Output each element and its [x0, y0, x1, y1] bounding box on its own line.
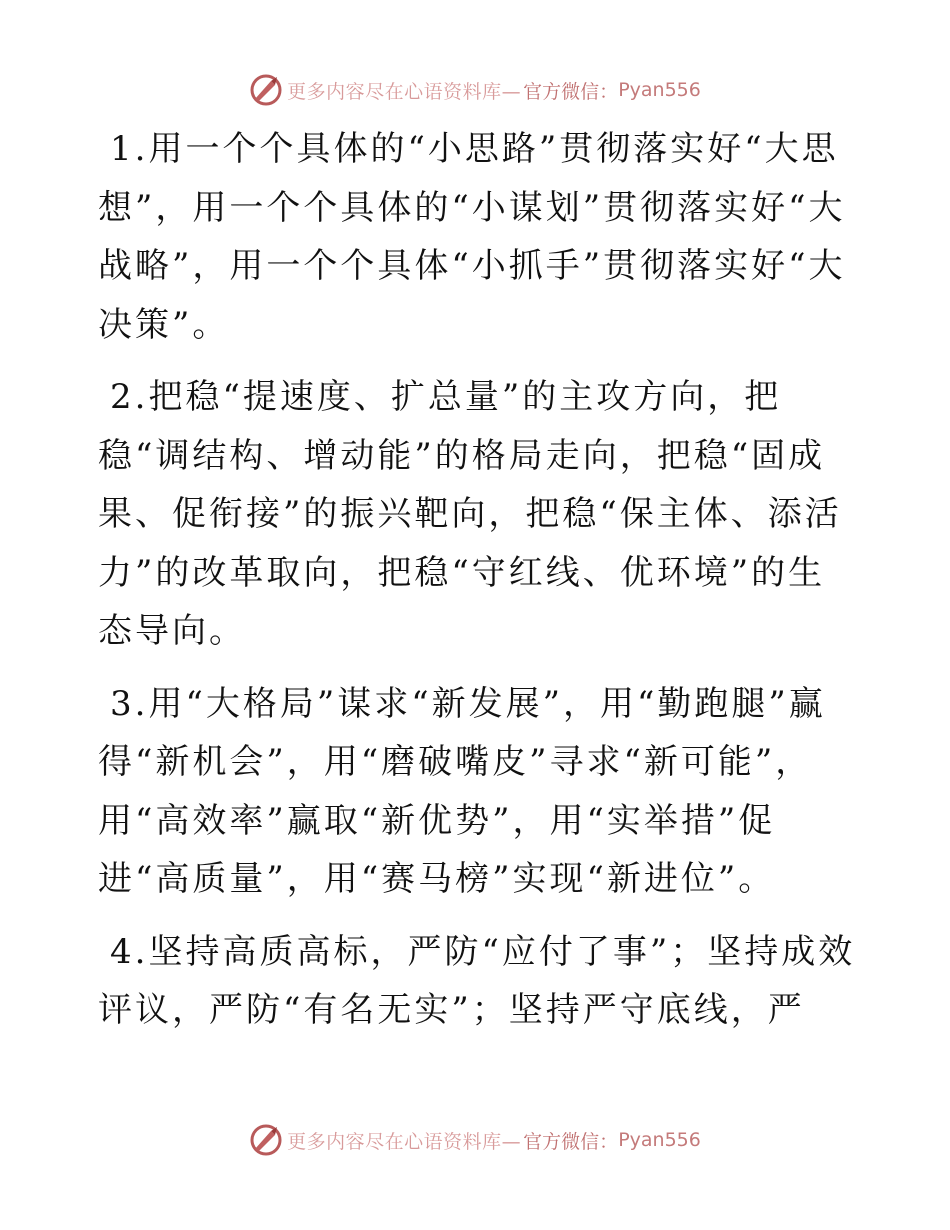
footer-watermark-banner — [0, 1122, 950, 1158]
paragraph-1: 1.用一个个具体的“小思路”贯彻落实好“大思想”，用一个个具体的“小谋划”贯彻落实好“大战略”，用一个个具体“小抓手”贯彻落实好“大决策”。 — [98, 129, 846, 345]
paragraph-4: 4.坚持高质高标，严防“应付了事”；坚持成效评议，严防“有名无实”；坚持严守底线，严 — [98, 931, 856, 1030]
quill-pen-logo-icon — [249, 1123, 283, 1157]
banner-wechat-label: 官方微信： — [523, 1130, 619, 1153]
banner-account: Pyan556 — [618, 79, 701, 101]
banner-text: 更多内容尽在心语资料库— — [287, 80, 522, 103]
quill-pen-logo-icon — [249, 73, 283, 107]
banner-wechat-label: 官方微信： — [523, 80, 619, 103]
paragraph-3: 3.用“大格局”谋求“新发展”，用“勤跑腿”赢得“新机会”，用“磨破嘴皮”寻求“新可能”，用“高效率”赢取“新优势”，用“实举措”促进“高质量”，用“赛马榜”实现“新进位”。 — [98, 683, 826, 899]
banner-text: 更多内容尽在心语资料库— — [287, 1130, 522, 1153]
paragraph-2: 2.把稳“提速度、扩总量”的主攻方向，把稳“调结构、增动能”的格局走向，把稳“固成果、促衔接”的振兴靶向，把稳“保主体、添活力”的改革取向，把稳“守红线、优环境”的生态导向。 — [98, 377, 842, 651]
document-body — [98, 120, 858, 1054]
banner-account: Pyan556 — [618, 1129, 701, 1151]
header-watermark-banner — [0, 72, 950, 108]
